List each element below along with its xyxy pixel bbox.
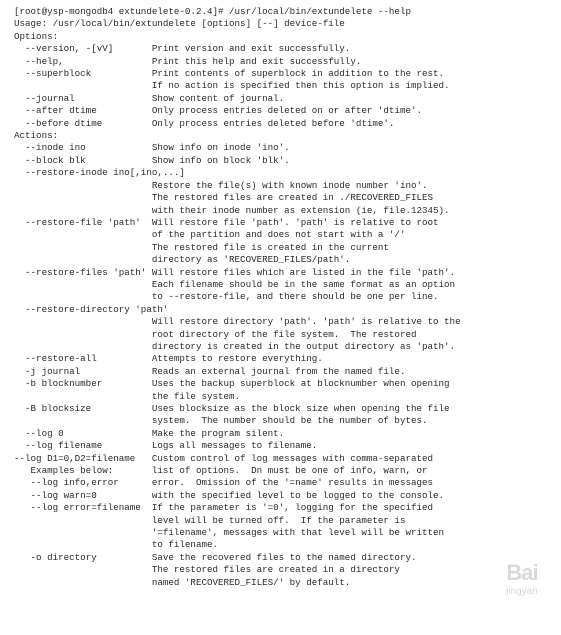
terminal-output[interactable]: [root@ysp-mongodb4 extundelete-0.2.4]# /usr/local/bin/extundelete --help Usage: /usr/local/bin/extundelete [options] [--] device-file Options: --version, -[vV] Print version and exit successfully. --help, Print this help and exit successfully. --superblock Print contents of superblock in addition to the rest. If no action is specified then this option is implied. --journal Show content of journal. --after dtime Only process entries deleted on or after 'dtime'. --before dtime Only process entries deleted before 'dtime'. Actions: --inode ino Show info on inode 'ino'. --block blk Show info on block 'blk'. --restore-inode ino[,ino,...] Restore the file(s) with known inode number 'ino'. The restored files are created in ./RECOVERED_FILES with their inode number as extension (ie, file.12345). --restore-file 'path' Will restore file 'path'. 'path' is relative to root of the partition and does not start with a '/' The restored file is created in the current directory as 'RECOVERED_FILES/path'. --restore-files 'path' Will restore files which are listed in the file 'path'. Each filename should be in the same format as an option to --restore-file, and there should be one per line. --restore-directory 'path' Will restore directory 'path'. 'path' is relative to the root directory of the file system. The restored directory is created in the output directory as 'path'. --restore-all Attempts to restore everything. -j journal Reads an external journal from the named file. -b blocknumber Uses the backup superblock at blocknumber when opening the file system. -B blocksize Uses blocksize as the block size when opening the file system. The number should be the number of bytes. --log 0 Make the program silent. --log filename Logs all messages to filename. --log D1=0,D2=filename Custom control of log messages with comma-separated Examples below: list of options. Dn must be one of info, warn, or --log info,error error. Omission of the '=name' results in messages --log warn=0 with the specified level to be logged to the console. --log error=filename If the parameter is '=0', logging for the specified level will be turned off. If the parameter is '=filename', messages with that level will be written to filename. -o directory Save the recovered files to the named directory. The restored files are created in a directory named 'RECOVERED_FILES/' by default. [14, 6, 461, 588]
watermark-subtext: jingyan [506, 586, 538, 597]
watermark-logo: Bai [506, 560, 538, 585]
